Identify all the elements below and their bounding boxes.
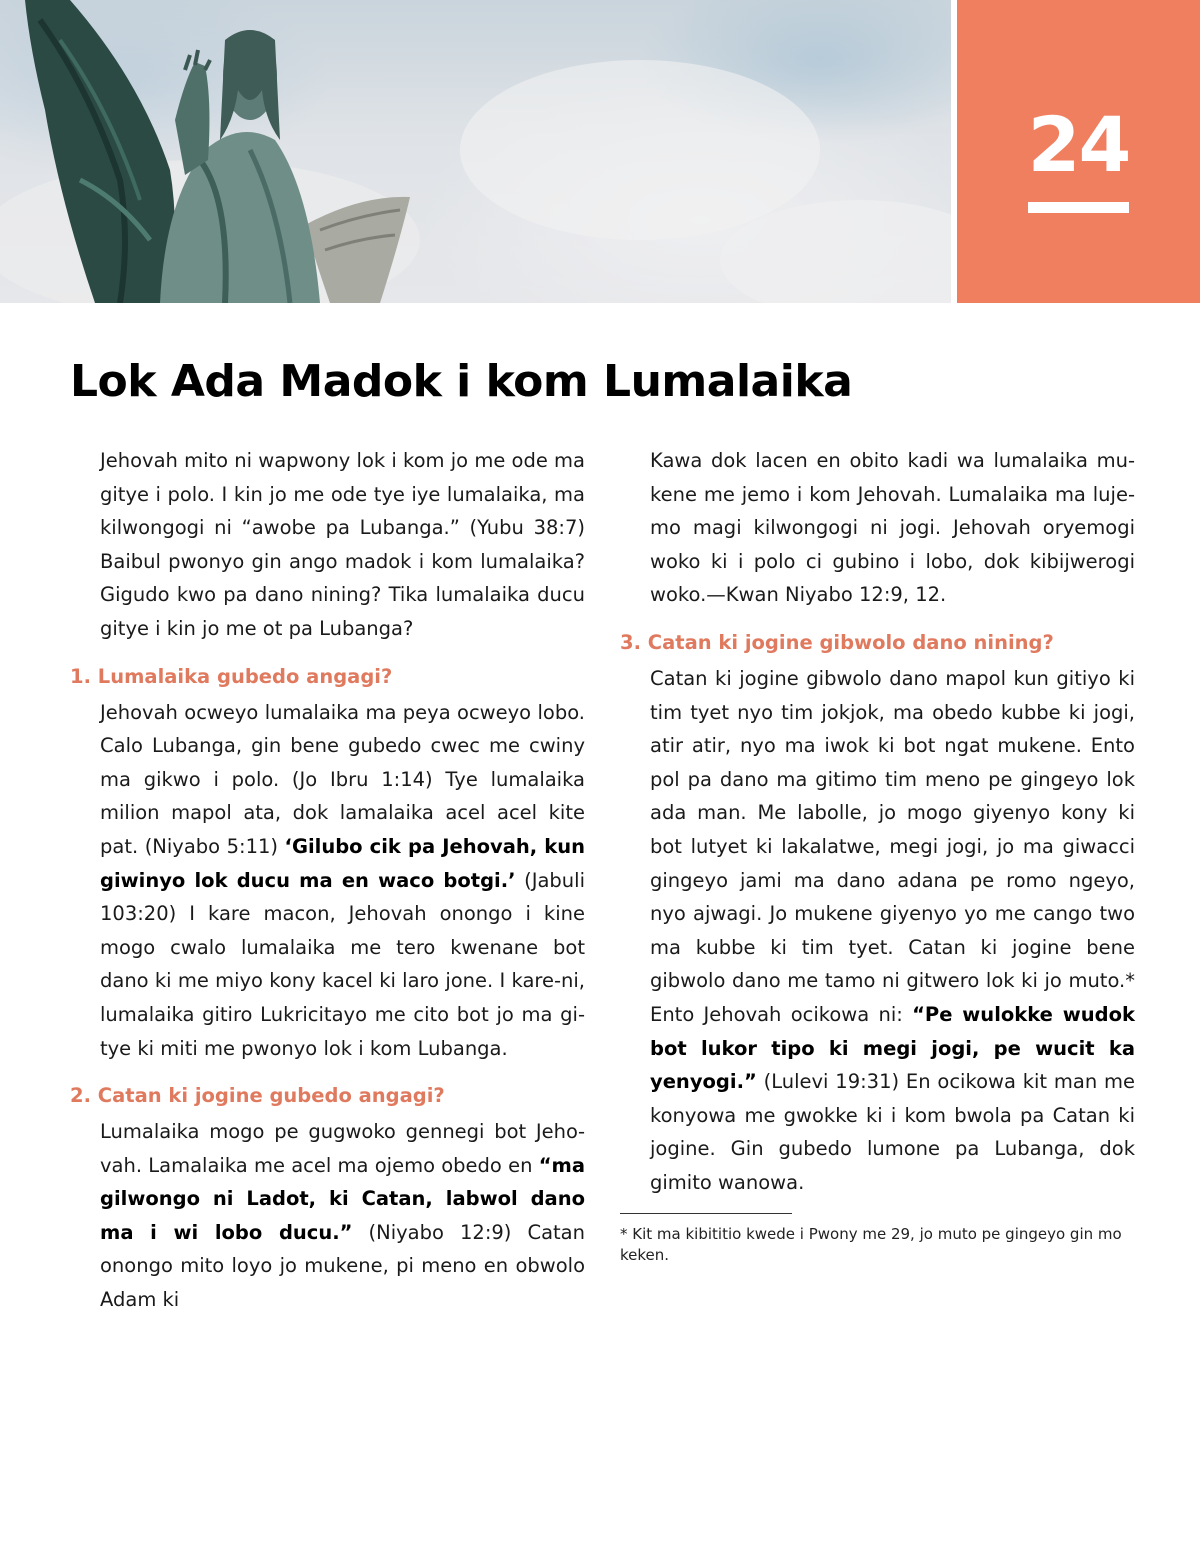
paragraph-text: Lumalaika mogo pe gugwoko gennegi bot Jehovah. Lamalaika me acel ma ojemo obedo en	[100, 1120, 585, 1177]
paragraph-text: (Jabuli 103:20) I kare macon, Jehovah onongo i kine mogo cwalo lumalaika me tero kwenane bot dano ki me miyo kony kacel ki laro jone. I kare-ni, lumalaika gitiro Lukricitayo me cito bot jo ma gitye ki miti me pwonyo lok i kom Lubanga.	[100, 868, 585, 1060]
question-number: 2.	[70, 1084, 91, 1108]
angel-statue-illustration	[0, 0, 951, 303]
paragraph-text: (Niyabo 12:9) Catan onongo mito loyo jo mukene, pi meno en obwolo Adam ki	[100, 1220, 585, 1312]
footnote: * Kit ma kibititio kwede i Pwony me 29, jo muto pe gingeyo gin mo keken.	[620, 1225, 1122, 1265]
chapter-number-block	[957, 0, 1200, 303]
question-text: Catan ki jogine gubedo angagi?	[97, 1084, 445, 1108]
left-column	[70, 444, 585, 1317]
section-2-paragraph-continued: Kawa dok lacen en obito kadi wa lumalaika mukene me jemo i kom Jehovah. Lumalaika ma lujemo magi kilwongogi ni jogi. Jehovah oryemogi woko ki i polo ci gubino i lobo, dok kibijwerogi woko.—Kwan Niyabo 12:9, 12.	[650, 449, 1135, 607]
scripture-quote: “Pe wulokke wudok bot lukor tipo ki megi jogi, pe wucit ka yenyogi.”	[650, 1002, 1135, 1094]
question-3-heading	[620, 628, 1135, 658]
angel-statue-photo	[0, 0, 951, 303]
right-column	[620, 444, 1135, 1266]
section-2-paragraph	[70, 1115, 585, 1317]
section-1-paragraph	[70, 696, 585, 1066]
question-1-heading	[70, 662, 585, 692]
question-text: Lumalaika gubedo angagi?	[97, 664, 393, 688]
intro-paragraph: Jehovah mito ni wapwony lok i kom jo me ode ma gitye i polo. I kin jo me ode tye iye lumalaika, ma kilwongogi ni “awobe pa Lubanga.” (Yubu 38:7) Baibul pwonyo gin ango madok i kom lumalaika? Gigudo kwo pa dano nining? Tika lumalaika ducu gitye i kin jo me ot pa Lubanga?	[100, 449, 585, 640]
scripture-quote: ‘Gilubo cik pa Jehovah, kun giwinyo lok ducu ma en waco botgi.’	[100, 834, 585, 892]
question-text: Catan ki jogine gibwolo dano nining?	[647, 630, 1054, 654]
footnote-divider	[620, 1213, 792, 1214]
question-number: 1.	[70, 664, 91, 688]
chapter-number: 24	[1027, 100, 1130, 189]
question-2-heading	[70, 1081, 585, 1111]
paragraph-text: Jehovah ocweyo lumalaika ma peya ocweyo lobo. Calo Lubanga, gin bene gubedo cwec me cwiny ma gikwo i polo. (Jo Ibru 1:14) Tye lumalaika milion mapol ata, dok lamalaika acel acel kite pat. (Niyabo 5:11)	[100, 700, 585, 858]
question-number: 3.	[620, 630, 641, 654]
paragraph-text: (Lulevi 19:31) En ocikowa kit man me konyowa me gwokke ki i kom bwola pa Catan ki jogine. Gin gubedo lumone pa Lubanga, dok gimito wanowa.	[650, 1070, 1135, 1194]
page-title: Lok Ada Madok i kom Lumalaika	[70, 356, 853, 407]
paragraph-text: Catan ki jogine gibwolo dano mapol kun gitiyo ki tim tyet nyo tim jokjok, ma obedo kubbe ki jogi, atir atir, nyo ma iwok ki bot ngat mukene. Ento pol pa dano ma gitimo tim meno pe gingeyo lok ada man. Me labolle, jo mogo giyenyo kony ki bot lutyet ki lakalatwe, megi jogi, jo ma giwacci gingeyo jami ma dano adana pe romo ngeyo, nyo ajwagi. Jo mukene giyenyo yo me cango two ma kubbe ki tim tyet. Catan ki jogine bene gibwolo dano me tamo ni gitwero lok ki jo muto.* Ento Jehovah ocikowa ni:	[650, 666, 1135, 1026]
section-3-paragraph	[620, 662, 1135, 1200]
scripture-quote: “ma gilwongo ni Ladot, ki Catan, labwol dano ma i wi lobo ducu.”	[100, 1153, 585, 1244]
chapter-number-underline	[1028, 202, 1129, 213]
